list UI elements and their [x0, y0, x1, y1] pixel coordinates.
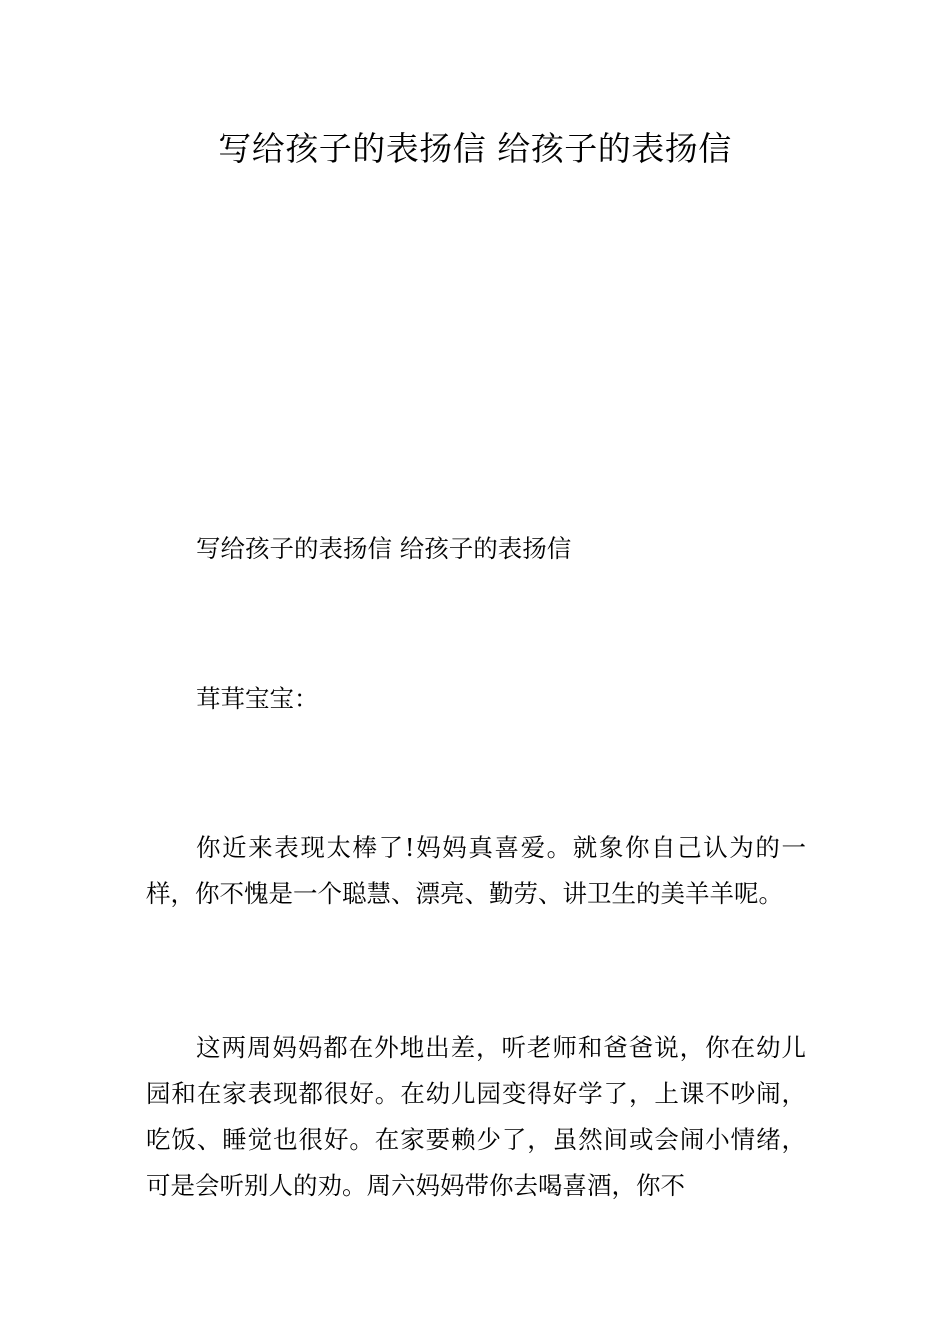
document-subtitle: 写给孩子的表扬信 给孩子的表扬信	[196, 534, 572, 563]
letter-salutation: 茸茸宝宝：	[196, 684, 319, 713]
letter-paragraph-1: 你近来表现太棒了!妈妈真喜爱。就象你自己认为的一样，你不愧是一个聪慧、漂亮、勤劳、讲卫生的美羊羊呢。	[146, 833, 806, 908]
letter-paragraph-2: 这两周妈妈都在外地出差，听老师和爸爸说，你在幼儿园和在家表现都很好。在幼儿园变得好学了，上课不吵闹，吃饭、睡觉也很好。在家要赖少了，虽然间或会闹小情绪，可是会听别人的劝。周六妈妈带你去喝喜酒，你不	[146, 1033, 806, 1200]
document-title: 写给孩子的表扬信 给孩子的表扬信	[218, 129, 732, 168]
